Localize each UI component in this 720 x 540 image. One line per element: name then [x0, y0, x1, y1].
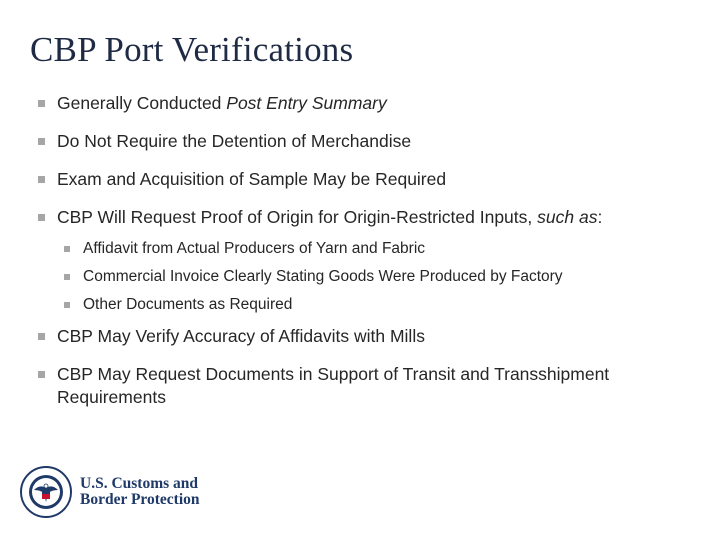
- bullet-item: [38, 130, 698, 153]
- bullet-list: [38, 92, 698, 424]
- cbp-logo: [20, 466, 200, 518]
- bullet-item: [38, 168, 698, 191]
- bullet-text: CBP Will Request Proof of Origin for Origin-Restricted Inputs,: [57, 207, 538, 227]
- sub-bullet-marker-icon: [64, 302, 70, 308]
- sub-bullet-marker-icon: [64, 274, 70, 280]
- bullet-marker-icon: [38, 100, 45, 107]
- slide-title: CBP Port Verifications: [30, 30, 354, 69]
- bullet-emphasis: such as: [537, 207, 598, 227]
- bullet-item: [38, 92, 698, 115]
- agency-name: [80, 476, 200, 508]
- bullet-item: [38, 325, 698, 348]
- bullet-text: CBP May Verify Accuracy of Affidavits with Mills: [57, 326, 425, 346]
- sub-bullet-item: [64, 295, 698, 315]
- sub-bullet-marker-icon: [64, 246, 70, 252]
- agency-name-line2: Border Protection: [80, 491, 200, 508]
- sub-bullet-item: [64, 267, 698, 287]
- sub-bullet-text: Commercial Invoice Clearly Stating Goods Were Produced by Factory: [83, 268, 563, 285]
- agency-name-line1: U.S. Customs and: [80, 475, 199, 492]
- bullet-item: [38, 363, 698, 409]
- dhs-seal-icon: [20, 466, 72, 518]
- bullet-text: Do Not Require the Detention of Merchandise: [57, 131, 412, 151]
- sub-bullet-item: [64, 239, 698, 259]
- bullet-marker-icon: [38, 176, 45, 183]
- sub-bullet-text: Other Documents as Required: [83, 296, 293, 313]
- sub-bullet-text: Affidavit from Actual Producers of Yarn and Fabric: [83, 240, 426, 257]
- bullet-text: CBP May Request Documents in Support of Transit and Transshipment Requirements: [57, 364, 610, 407]
- bullet-marker-icon: [38, 214, 45, 221]
- bullet-text: Generally Conducted: [57, 93, 227, 113]
- bullet-emphasis: Post Entry Summary: [226, 93, 387, 113]
- bullet-marker-icon: [38, 371, 45, 378]
- bullet-marker-icon: [38, 138, 45, 145]
- bullet-tail: :: [597, 207, 603, 227]
- bullet-text: Exam and Acquisition of Sample May be Required: [57, 169, 447, 189]
- bullet-item: [38, 206, 698, 229]
- sub-bullet-list: [38, 239, 698, 315]
- bullet-marker-icon: [38, 333, 45, 340]
